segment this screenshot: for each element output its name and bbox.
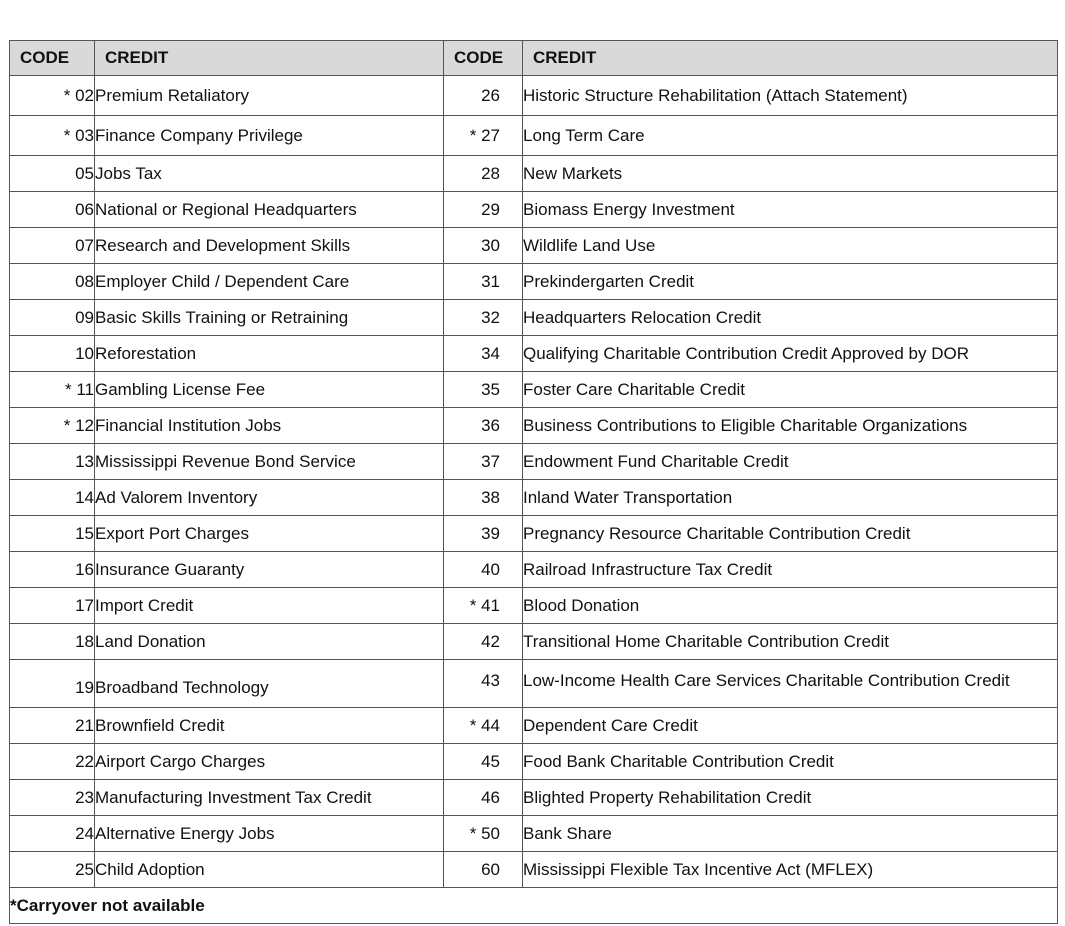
credit-code: 08 [10, 264, 95, 300]
credit-code: 39 [444, 516, 523, 552]
table-row [10, 708, 1058, 744]
credit-code: 28 [444, 156, 523, 192]
credit-code: 34 [444, 336, 523, 372]
credit-code: 13 [10, 444, 95, 480]
credit-name: Research and Development Skills [95, 228, 444, 264]
credit-code: 23 [10, 780, 95, 816]
table-row [10, 588, 1058, 624]
table-row [10, 516, 1058, 552]
credit-name: Mississippi Revenue Bond Service [95, 444, 444, 480]
table-row [10, 116, 1058, 156]
credit-code: 25 [10, 852, 95, 888]
table-row [10, 300, 1058, 336]
credit-name: Low-Income Health Care Services Charitable Contribution Credit [523, 660, 1058, 708]
table-row [10, 852, 1058, 888]
credit-code: * 44 [444, 708, 523, 744]
credit-code: 06 [10, 192, 95, 228]
credit-code: 19 [10, 660, 95, 708]
credit-name: Railroad Infrastructure Tax Credit [523, 552, 1058, 588]
credit-name: Long Term Care [523, 116, 1058, 156]
table-row [10, 76, 1058, 116]
table-row [10, 744, 1058, 780]
credit-code: * 03 [10, 116, 95, 156]
table-row [10, 552, 1058, 588]
table-header-row [10, 41, 1058, 76]
credit-name: Import Credit [95, 588, 444, 624]
credit-name: Wildlife Land Use [523, 228, 1058, 264]
credit-name: Historic Structure Rehabilitation (Attach Statement) [523, 76, 1058, 116]
credit-code: 40 [444, 552, 523, 588]
table-row [10, 264, 1058, 300]
credit-name: Basic Skills Training or Retraining [95, 300, 444, 336]
code-column-header: CODE [444, 41, 523, 76]
credit-name: Child Adoption [95, 852, 444, 888]
table-row [10, 660, 1058, 708]
credit-code: * 11 [10, 372, 95, 408]
credit-code: 45 [444, 744, 523, 780]
table-row [10, 816, 1058, 852]
credit-code: 05 [10, 156, 95, 192]
credit-name: Bank Share [523, 816, 1058, 852]
credit-code: 17 [10, 588, 95, 624]
table-row [10, 408, 1058, 444]
credit-column-header: CREDIT [95, 41, 444, 76]
credit-name: Airport Cargo Charges [95, 744, 444, 780]
credit-name: Pregnancy Resource Charitable Contribution Credit [523, 516, 1058, 552]
credit-code: 14 [10, 480, 95, 516]
credit-code: 60 [444, 852, 523, 888]
credit-code: 36 [444, 408, 523, 444]
credit-name: Land Donation [95, 624, 444, 660]
credit-code-table [9, 40, 1058, 924]
credit-name: Manufacturing Investment Tax Credit [95, 780, 444, 816]
credit-code: 24 [10, 816, 95, 852]
credit-name: Blood Donation [523, 588, 1058, 624]
credit-name: Finance Company Privilege [95, 116, 444, 156]
credit-name: Inland Water Transportation [523, 480, 1058, 516]
credit-name: Endowment Fund Charitable Credit [523, 444, 1058, 480]
credit-code: 18 [10, 624, 95, 660]
credit-name: Premium Retaliatory [95, 76, 444, 116]
credit-name: New Markets [523, 156, 1058, 192]
credit-name: Insurance Guaranty [95, 552, 444, 588]
credit-name: Business Contributions to Eligible Charitable Organizations [523, 408, 1058, 444]
table-row [10, 336, 1058, 372]
credit-code: 26 [444, 76, 523, 116]
credit-name: Qualifying Charitable Contribution Credit Approved by DOR [523, 336, 1058, 372]
credit-name: Reforestation [95, 336, 444, 372]
credit-name: Export Port Charges [95, 516, 444, 552]
credit-code: * 02 [10, 76, 95, 116]
credit-name: Biomass Energy Investment [523, 192, 1058, 228]
footnote-row [10, 888, 1058, 924]
credit-name: Gambling License Fee [95, 372, 444, 408]
credit-name: Mississippi Flexible Tax Incentive Act (MFLEX) [523, 852, 1058, 888]
credit-code: 35 [444, 372, 523, 408]
credit-code: 07 [10, 228, 95, 264]
credit-code: * 27 [444, 116, 523, 156]
table-row [10, 624, 1058, 660]
credit-code: 31 [444, 264, 523, 300]
carryover-footnote: *Carryover not available [10, 888, 1058, 924]
table-row [10, 156, 1058, 192]
credit-code: 22 [10, 744, 95, 780]
credit-name: Financial Institution Jobs [95, 408, 444, 444]
credit-code: 21 [10, 708, 95, 744]
credit-code: 42 [444, 624, 523, 660]
credit-name: Jobs Tax [95, 156, 444, 192]
credit-code: 15 [10, 516, 95, 552]
credit-code: 30 [444, 228, 523, 264]
credit-name: Brownfield Credit [95, 708, 444, 744]
code-column-header: CODE [10, 41, 95, 76]
credit-code: 10 [10, 336, 95, 372]
credit-name: Ad Valorem Inventory [95, 480, 444, 516]
credit-column-header: CREDIT [523, 41, 1058, 76]
credit-name: Prekindergarten Credit [523, 264, 1058, 300]
credit-code: * 50 [444, 816, 523, 852]
table-row [10, 480, 1058, 516]
credit-code: * 41 [444, 588, 523, 624]
credit-code: 29 [444, 192, 523, 228]
credit-code: 46 [444, 780, 523, 816]
credit-code: 37 [444, 444, 523, 480]
table-row [10, 780, 1058, 816]
credit-code: 32 [444, 300, 523, 336]
credit-name: Employer Child / Dependent Care [95, 264, 444, 300]
credit-code: 16 [10, 552, 95, 588]
table-row [10, 228, 1058, 264]
credit-code: 09 [10, 300, 95, 336]
credit-code: 38 [444, 480, 523, 516]
credit-name: National or Regional Headquarters [95, 192, 444, 228]
credit-name: Headquarters Relocation Credit [523, 300, 1058, 336]
credit-name: Alternative Energy Jobs [95, 816, 444, 852]
credit-name: Broadband Technology [95, 660, 444, 708]
credit-name: Blighted Property Rehabilitation Credit [523, 780, 1058, 816]
credit-code: * 12 [10, 408, 95, 444]
credit-name: Foster Care Charitable Credit [523, 372, 1058, 408]
credit-name: Transitional Home Charitable Contribution Credit [523, 624, 1058, 660]
credit-code: 43 [444, 660, 523, 708]
table-row [10, 444, 1058, 480]
credit-name: Dependent Care Credit [523, 708, 1058, 744]
table-row [10, 192, 1058, 228]
table-row [10, 372, 1058, 408]
credit-name: Food Bank Charitable Contribution Credit [523, 744, 1058, 780]
